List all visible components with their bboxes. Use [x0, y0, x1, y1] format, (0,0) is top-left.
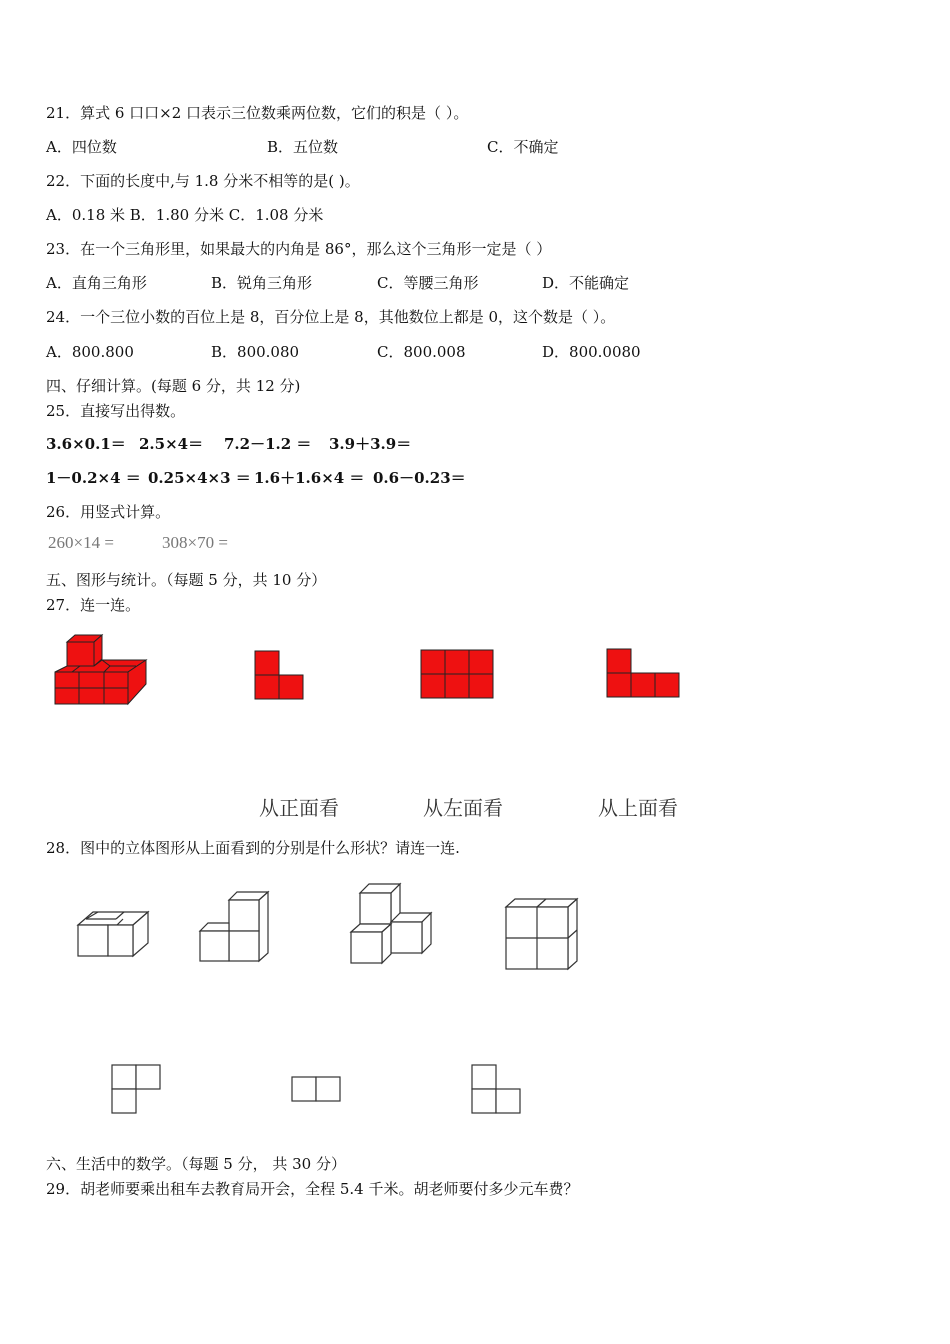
q28-solid-2 [198, 890, 273, 965]
q24-option-b: B．800.080 [211, 343, 300, 361]
q21-option-c: C．不确定 [487, 138, 559, 156]
q27-view-shape-3 [606, 648, 680, 698]
q28-solid-3 [349, 882, 434, 967]
q28-top-view-1 [111, 1064, 163, 1114]
q22-stem: 22．下面的长度中,与 1.8 分米不相等的是( )。 [46, 172, 360, 190]
q24-option-c: C．800.008 [377, 343, 466, 361]
q26-item: 260×14 = [48, 533, 114, 552]
q27-solid-figure [50, 632, 155, 712]
q21-option-b: B．五位数 [267, 138, 339, 156]
q25-item: 1－0.2×4 ＝ [46, 469, 141, 487]
q27-view-shape-1 [254, 650, 304, 700]
q25-stem: 25．直接写出得数。 [46, 402, 186, 420]
q25-item: 3.6×0.1＝ [46, 435, 126, 453]
q21-option-a: A．四位数 [46, 138, 117, 156]
q29-stem: 29．胡老师要乘出租车去教育局开会，全程 5.4 千米。胡老师要付多少元车费？ [46, 1180, 579, 1198]
section-5-heading: 五、图形与统计。（每题 5 分，共 10 分） [46, 571, 327, 589]
q27-view-shape-2 [420, 649, 494, 699]
q25-item: 3.9＋3.9＝ [329, 435, 412, 453]
q21-stem: 21．算式 6 口口×2 口表示三位数乘两位数，它们的积是（ ）。 [46, 104, 469, 122]
q27-label-front: 从正面看 [259, 796, 339, 820]
q25-item: 2.5×4＝ [139, 435, 204, 453]
q23-stem: 23．在一个三角形里，如果最大的内角是 86°，那么这个三角形一定是（ ） [46, 240, 552, 258]
section-6-heading: 六、生活中的数学。（每题 5 分， 共 30 分） [46, 1155, 346, 1173]
q23-option-c: C．等腰三角形 [377, 274, 479, 292]
q28-solid-1 [76, 905, 151, 960]
q23-option-b: B．锐角三角形 [211, 274, 313, 292]
q28-solid-4 [504, 897, 582, 972]
q25-item: 1.6＋1.6×4 ＝ [254, 469, 365, 487]
q24-option-a: A．800.800 [46, 343, 134, 361]
q26-stem: 26．用竖式计算。 [46, 503, 171, 521]
q24-option-d: D．800.0080 [542, 343, 641, 361]
q27-label-top: 从上面看 [598, 796, 678, 820]
q22-options: A．0.18 米 B．1.80 分米 C．1.08 分米 [46, 206, 324, 224]
q25-item: 0.6－0.23＝ [373, 469, 466, 487]
q28-stem: 28．图中的立体图形从上面看到的分别是什么形状？请连一连. [46, 839, 460, 857]
q24-stem: 24．一个三位小数的百位上是 8，百分位上是 8，其他数位上都是 0，这个数是（ ）。 [46, 308, 616, 326]
q27-label-left: 从左面看 [423, 796, 503, 820]
q28-top-view-2 [291, 1076, 343, 1103]
q25-item: 0.25×4×3 ＝ [148, 469, 251, 487]
q27-stem: 27．连一连。 [46, 596, 141, 614]
q23-option-a: A．直角三角形 [46, 274, 147, 292]
section-4-heading: 四、仔细计算。(每题 6 分，共 12 分) [46, 377, 301, 395]
q23-option-d: D．不能确定 [542, 274, 630, 292]
q28-top-view-3 [471, 1064, 523, 1114]
q25-item: 7.2－1.2 ＝ [224, 435, 312, 453]
q26-item: 308×70 = [162, 533, 228, 552]
